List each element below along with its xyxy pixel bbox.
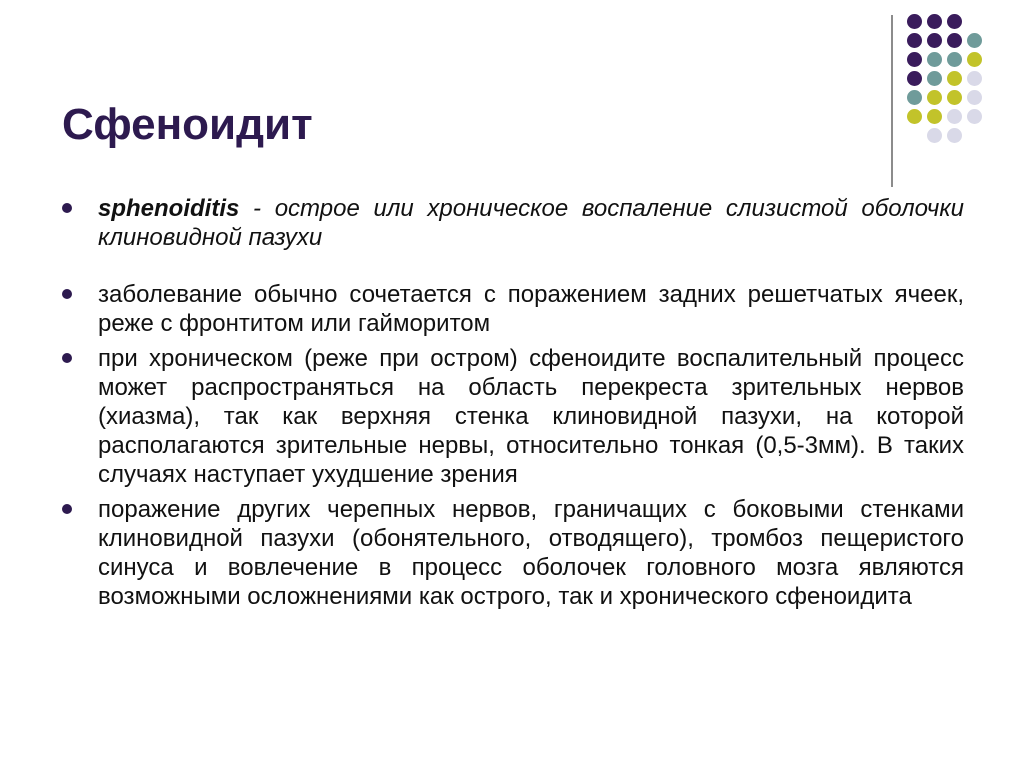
bullet-item-text: при хроническом (реже при остром) сфеноидите воспалительный процесс может распространяться на область перекреста зрительных нервов (хиазма), так как верхняя стенка клиновидной пазухи, на которой располагаются зрительные нервы, относительно тонкая (0,5-3мм). В таких случаях наступает ухудшение зрения <box>98 345 964 488</box>
decorative-dot <box>927 33 942 48</box>
decorative-dot <box>947 33 962 48</box>
decorative-dot <box>927 109 942 124</box>
decorative-dot-grid <box>0 0 1024 200</box>
decorative-dot <box>947 90 962 105</box>
decorative-dot <box>967 90 982 105</box>
decorative-dot <box>947 128 962 143</box>
decorative-dot <box>907 33 922 48</box>
bullet-item-definition <box>62 194 964 252</box>
decorative-dot <box>967 52 982 67</box>
slide-title: Сфеноидит <box>62 100 313 149</box>
decorative-dot <box>947 109 962 124</box>
decorative-dot <box>907 52 922 67</box>
bullet-item-text: поражение других черепных нервов, граничащих с боковыми стенками клиновидной пазухи (обонятельного, отводящего), тромбоз пещеристого синуса и вовлечение в процесс оболочек головного мозга являются возможными осложнениями как острого, так и хронического сфеноидита <box>98 496 964 610</box>
decorative-dot <box>907 109 922 124</box>
definition-term: sphenoiditis <box>98 195 240 222</box>
bullet-list <box>62 194 964 611</box>
decorative-dot <box>967 109 982 124</box>
decorative-dot <box>907 71 922 86</box>
bullet-item-text: заболевание обычно сочетается с поражением задних решетчатых ячеек, реже с фронтитом или гайморитом <box>98 281 964 337</box>
bullet-dot-icon <box>62 203 72 213</box>
decorative-dot <box>907 90 922 105</box>
bullet-dot-icon <box>62 289 72 299</box>
bullet-dot-icon <box>62 353 72 363</box>
decorative-dot <box>967 33 982 48</box>
decorative-dot <box>927 14 942 29</box>
bullet-dot-icon <box>62 504 72 514</box>
bullet-item-complications <box>62 495 964 611</box>
decorative-dot <box>927 128 942 143</box>
decorative-dot <box>927 52 942 67</box>
decorative-dot <box>947 71 962 86</box>
bullet-item-chronic-spread <box>62 344 964 489</box>
decorative-dot <box>947 14 962 29</box>
bullet-item-association <box>62 280 964 338</box>
decorative-dot <box>927 71 942 86</box>
decorative-dot <box>967 71 982 86</box>
decorative-dot <box>947 52 962 67</box>
decorative-dot <box>927 90 942 105</box>
title-divider-line <box>891 15 893 187</box>
definition-text: - острое или хроническое воспаление слизистой оболочки клиновидной пазухи <box>98 195 964 251</box>
decorative-dot <box>907 14 922 29</box>
